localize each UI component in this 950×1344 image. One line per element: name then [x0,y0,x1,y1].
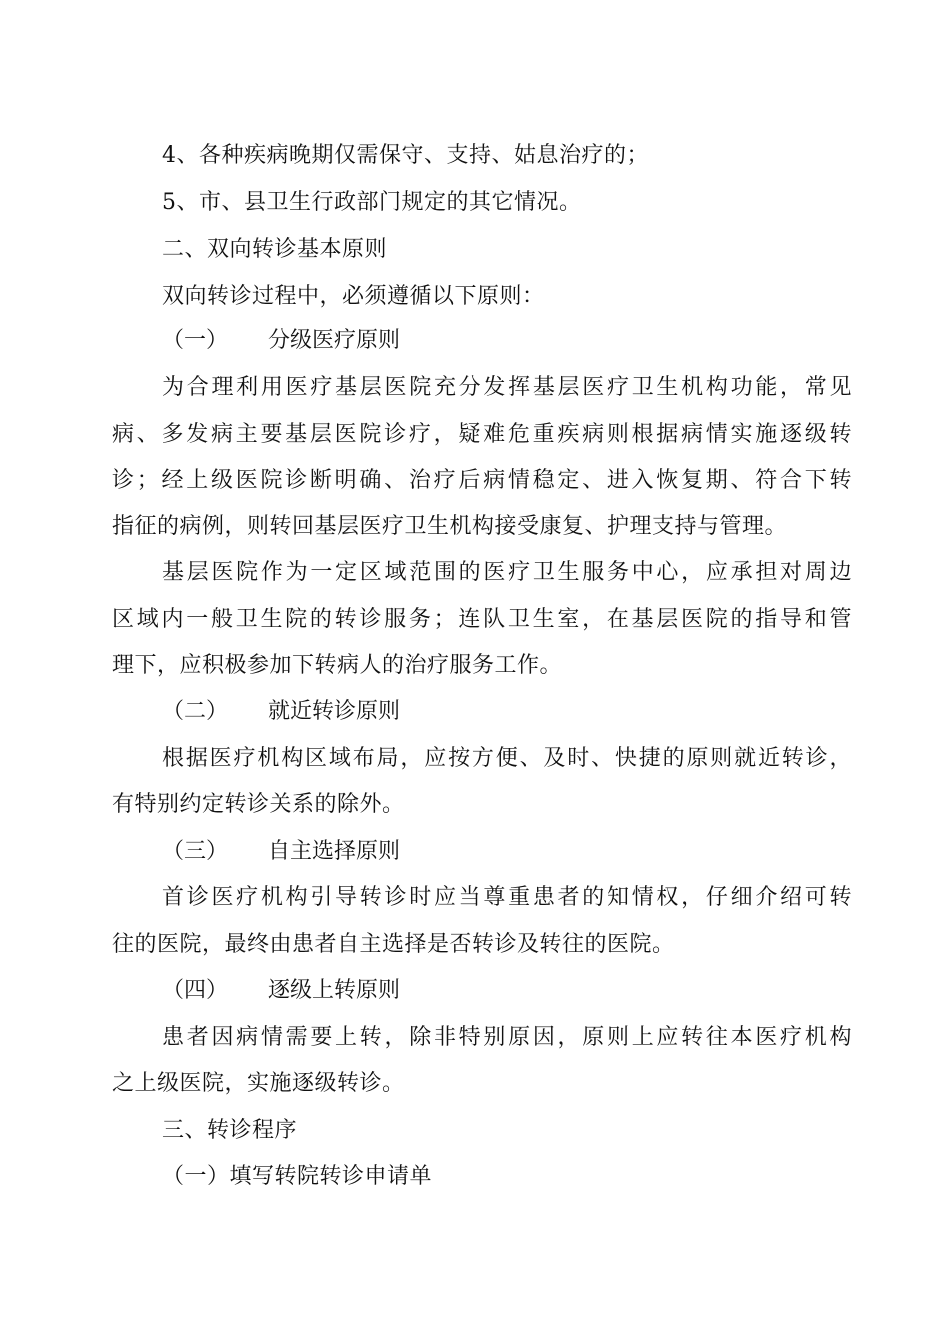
paragraph-5-line-2: 之上级医院，实施逐级转诊。 [112,1071,405,1096]
paragraph-1-line-4: 指征的病例，则转回基层医疗卫生机构接受康复、护理支持与管理。 [112,514,788,539]
section-heading-2: 二、双向转诊基本原则 [162,237,388,262]
sub-item-1: （一）填写转院转诊申请单 [162,1164,433,1189]
paragraph-1-line-1: 为合理利用医疗基层医院充分发挥基层医疗卫生机构功能，常见 [162,375,852,400]
subheading-1-title: 分级医疗原则 [268,328,401,353]
paragraph-4-line-1: 首诊医疗机构引导转诊时应当尊重患者的知情权，仔细介绍可转 [162,885,852,910]
subheading-1-num: （一） [162,328,229,353]
paragraph-3-line-2: 有特别约定转诊关系的除外。 [112,792,405,817]
paragraph-1-line-3: 诊；经上级医院诊断明确、治疗后病情稳定、进入恢复期、符合下转 [112,468,852,493]
subheading-4-num: （四） [162,978,229,1003]
list-item-4: 4、各种疾病晚期仅需保守、支持、姑息治疗的； [162,143,649,168]
list-item-5: 5、市、县卫生行政部门规定的其它情况。 [162,190,582,215]
subheading-3-title: 自主选择原则 [268,839,401,864]
subheading-4-title: 逐级上转原则 [268,978,401,1003]
paragraph-3-line-1: 根据医疗机构区域布局，应按方便、及时、快捷的原则就近转诊， [162,746,852,771]
subheading-2-title: 就近转诊原则 [268,699,401,724]
paragraph-2-line-3: 理下，应积极参加下转病人的治疗服务工作。 [112,653,563,678]
paragraph-2-line-1: 基层医院作为一定区域范围的医疗卫生服务中心，应承担对周边 [162,560,852,585]
paragraph-5-line-1: 患者因病情需要上转，除非特别原因，原则上应转往本医疗机构 [162,1025,852,1050]
paragraph-1-line-2: 病、多发病主要基层医院诊疗，疑难危重疾病则根据病情实施逐级转 [112,422,852,447]
paragraph-4-line-2: 往的医院，最终由患者自主选择是否转诊及转往的医院。 [112,932,675,957]
intro-line: 双向转诊过程中，必须遵循以下原则： [162,284,545,309]
subheading-2-num: （二） [162,699,229,724]
paragraph-2-line-2: 区域内一般卫生院的转诊服务；连队卫生室，在基层医院的指导和管 [112,607,852,632]
section-heading-3: 三、转诊程序 [162,1118,298,1143]
subheading-3-num: （三） [162,839,229,864]
